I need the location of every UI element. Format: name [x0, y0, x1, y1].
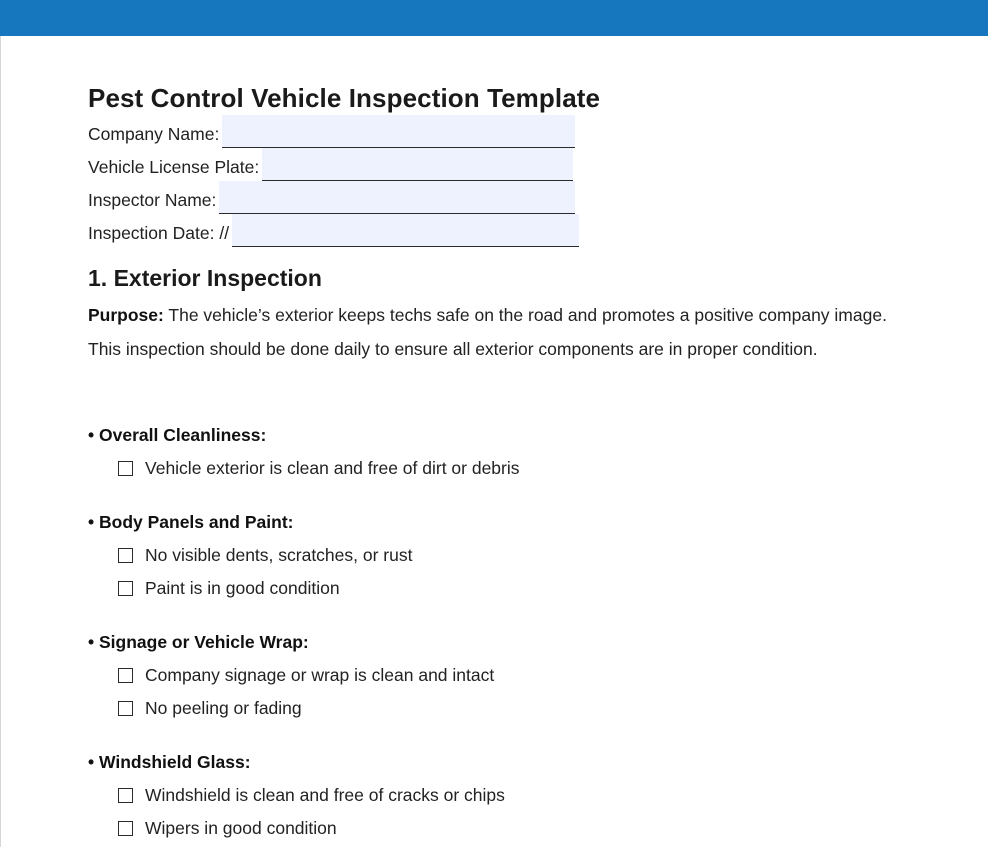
- purpose-paragraph: [88, 299, 903, 366]
- checklist-item-label: No peeling or fading: [145, 698, 302, 718]
- inspector-name-row: [88, 181, 575, 214]
- checkbox[interactable]: [118, 788, 133, 803]
- group-heading-cleanliness: • Overall Cleanliness:: [88, 425, 267, 445]
- group-heading-body-panels: • Body Panels and Paint:: [88, 512, 294, 532]
- page-edge: [0, 36, 1, 847]
- checkbox[interactable]: [118, 461, 133, 476]
- document-title: Pest Control Vehicle Inspection Template: [88, 83, 601, 113]
- checklist-item[interactable]: [118, 458, 520, 479]
- inspection-date-row: [88, 214, 579, 247]
- checkbox[interactable]: [118, 548, 133, 563]
- header-bar: [0, 0, 988, 36]
- inspector-name-field[interactable]: [219, 181, 575, 214]
- inspector-name-label: Inspector Name:: [88, 190, 217, 210]
- company-name-row: [88, 115, 575, 148]
- company-name-field[interactable]: [222, 115, 575, 148]
- checklist-item[interactable]: [118, 785, 505, 806]
- checkbox[interactable]: [118, 668, 133, 683]
- company-name-label: Company Name:: [88, 124, 220, 144]
- checklist-item-label: Windshield is clean and free of cracks or chips: [145, 785, 505, 805]
- checklist-item-label: No visible dents, scratches, or rust: [145, 545, 413, 565]
- checklist-item-label: Company signage or wrap is clean and intact: [145, 665, 495, 685]
- checklist-item-label: Paint is in good condition: [145, 578, 340, 598]
- checkbox[interactable]: [118, 701, 133, 716]
- section-heading: 1. Exterior Inspection: [88, 265, 322, 291]
- checkbox[interactable]: [118, 821, 133, 836]
- checklist-item[interactable]: [118, 698, 302, 719]
- license-plate-field[interactable]: [262, 148, 573, 181]
- checklist-item[interactable]: [118, 665, 494, 686]
- checklist-item[interactable]: [118, 578, 340, 599]
- checklist-item[interactable]: [118, 818, 337, 839]
- inspection-date-label: Inspection Date: //: [88, 223, 230, 243]
- license-plate-row: [88, 148, 573, 181]
- checkbox[interactable]: [118, 581, 133, 596]
- group-heading-signage: • Signage or Vehicle Wrap:: [88, 632, 309, 652]
- purpose-text: The vehicle’s exterior keeps techs safe on the road and promotes a positive company image. This inspection should be done daily to ensure all exterior components are in proper condition.: [88, 305, 887, 359]
- group-heading-windshield: • Windshield Glass:: [88, 752, 251, 772]
- checklist-item[interactable]: [118, 545, 412, 566]
- checklist-item-label: Vehicle exterior is clean and free of dirt or debris: [145, 458, 520, 478]
- inspection-date-field[interactable]: [232, 214, 579, 247]
- license-plate-label: Vehicle License Plate:: [88, 157, 260, 177]
- checklist-item-label: Wipers in good condition: [145, 818, 337, 838]
- purpose-label: Purpose:: [88, 305, 164, 325]
